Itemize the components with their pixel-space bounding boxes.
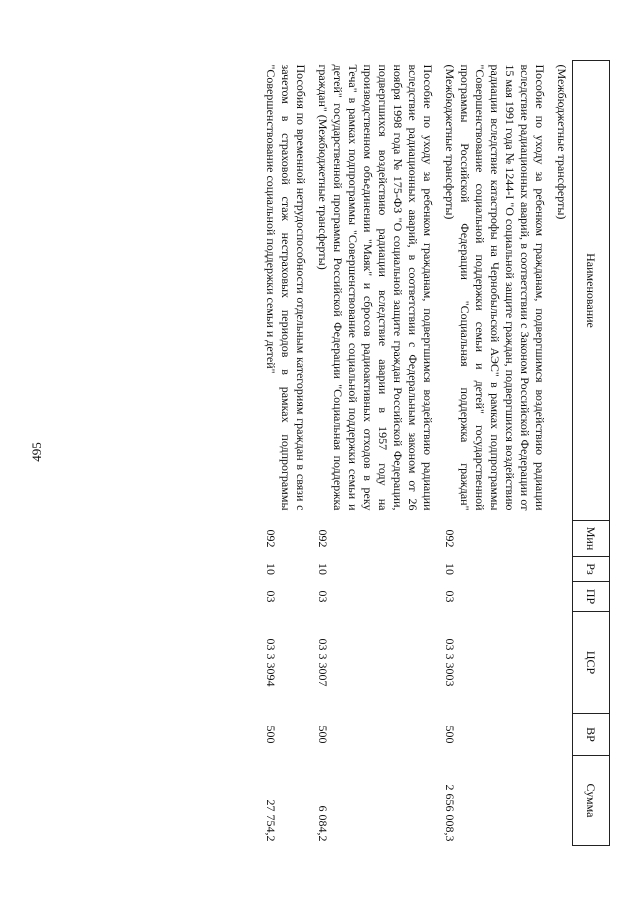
continuation-row [553,61,573,846]
row-min: 092 [264,529,278,548]
row-name: Пособие по уходу за ребенком гражданам, подвергшимся воздействию радиации вследствие радиационных аварий, в соответствии с Законом Российской Федерации от 15 мая 1991 года № 1244-I "О социальной защите граждан, подвергшихся воздействию радиации вследствие катастрофы на Чернобыльской АЭС" в рамках подпрограммы "Совершенствование социальной поддержки семьи и детей" государственной программы Российской Федерации "Социальная поддержка граждан" (Межбюджетные трансферты) [443,64,547,511]
header-vr: ВР [573,714,610,756]
row-sum: 27 754,2 [264,799,278,842]
header-name: Наименование [573,61,610,521]
header-csr: ЦСР [573,612,610,714]
row-csr: 03 3 3003 [443,638,457,687]
row-pr: 03 [443,590,457,603]
row-rz: 10 [443,563,457,575]
row-name: Пособие по уходу за ребенком гражданам, подвергшимся воздействию радиации вследствие радиационных аварий, в соответствии с Федеральным законом от 26 ноября 1998 года № 175-ФЗ "О социальной защите граждан Российской Федерации, подвергшихся воздействию радиации вследствие аварии в 1957 году на производственном объединении "Маяк" и сбросов радиоактивных отходов в реку Теча" в рамках подпрограммы "Совершенствование социальной поддержки семьи и детей" государственной программы Российской Федерации "Социальная поддержка граждан" (Межбюджетные трансферты) [316,64,435,511]
row-rz: 10 [264,563,278,575]
page-number: 495 [29,442,44,462]
row-pr: 03 [316,590,330,603]
header-pr: ПР [573,582,610,612]
continuation-text: (Межбюджетные трансферты) [555,64,569,220]
table-row [262,61,309,846]
row-pr: 03 [264,590,278,603]
header-min: Мин [573,521,610,557]
row-csr: 03 3 3094 [264,638,278,687]
budget-table [262,60,610,846]
table-header-row [573,61,610,846]
row-vr: 500 [316,725,330,744]
row-min: 092 [443,529,457,548]
row-min: 092 [316,529,330,548]
table-row [314,61,436,846]
row-sum: 6 084,2 [316,805,330,842]
header-sum: Сумма [573,756,610,846]
row-vr: 500 [264,725,278,744]
row-sum: 2 656 008,3 [443,784,457,842]
row-csr: 03 3 3007 [316,638,330,687]
table-row [441,61,548,846]
row-rz: 10 [316,563,330,575]
header-rz: Рз [573,557,610,582]
row-name: Пособия по временной нетрудоспособности отдельным категориям граждан в связи с зачетом в страховой стаж нестраховых периодов в рамках подпрограммы "Совершенствование социальной поддержки семьи и детей" [264,64,308,511]
rotated-page-content [105,60,610,845]
row-vr: 500 [443,725,457,744]
